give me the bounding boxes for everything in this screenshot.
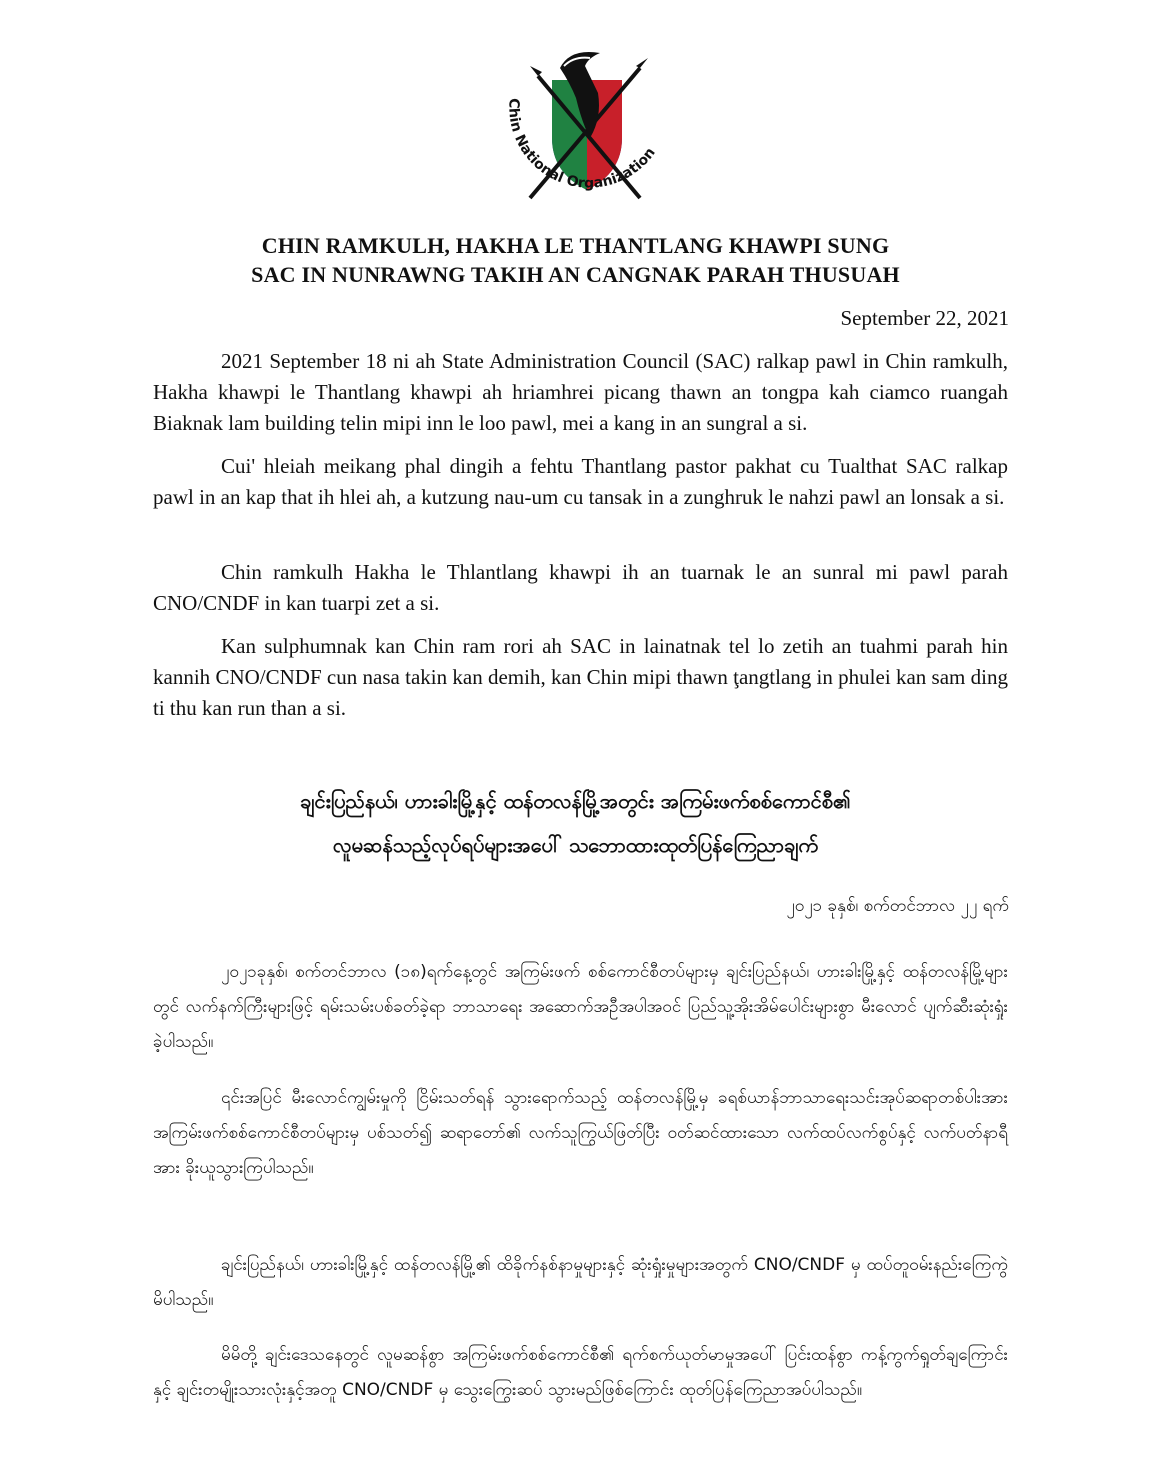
english-paragraph: Kan sulphumnak kan Chin ram rori ah SAC in lainatnak tel lo zetih an tuahmi parah hin kannih CNO/CNDF cun nasa takin kan demih, kan Chin mipi thawn ţangtlang in phulei kan sam ding ti thu kan run than a si.	[153, 634, 1008, 720]
logo-text: Chin National Organization	[505, 97, 659, 192]
burmese-paragraph: ၂၀၂၁ခုနှစ်၊ စက်တင်ဘာလ (၁၈)ရက်နေ့တွင် အကြမ်းဖက် စစ်ကောင်စီတပ်များမှ ချင်းပြည်နယ်၊ ဟားခါးမြို့နှင့် ထန်တလန်မြို့များတွင် လက်နက်ကြီးများဖြင့် ရမ်းသမ်းပစ်ခတ်ခဲ့ရာ ဘာသာရေး အဆောက်အဦအပါအဝင် ပြည်သူ့အိုးအိမ်ပေါင်းများစွာ မီးလောင် ပျက်ဆီးဆုံးရှုံးခဲ့ပါသည်။	[153, 962, 1008, 1052]
cno-logo	[490, 38, 680, 218]
burmese-title-line1: ချင်းပြည်နယ်၊ ဟားခါးမြို့နှင့် ထန်တလန်မြို့အတွင်း အကြမ်းဖက်စစ်ကောင်စီ၏	[300, 789, 851, 813]
burmese-date: ၂၀၂၁ ခုနှစ်၊ စက်တင်ဘာလ ၂၂ ရက်	[786, 896, 1009, 916]
english-title-line1: CHIN RAMKULH, HAKHA LE THANTLANG KHAWPI SUNG	[261, 233, 890, 258]
english-title-line2: SAC IN NUNRAWNG TAKIH AN CANGNAK PARAH THUSUAH	[251, 262, 900, 287]
english-date: September 22, 2021	[840, 306, 1009, 330]
english-paragraph: 2021 September 18 ni ah State Administration Council (SAC) ralkap pawl in Chin ramkulh, Hakha khawpi le Thantlang khawpi ah hriamhrei picang thawn an tongpa kah ciamco ruangah Biaknak lam building telin mipi inn le loo pawl, mei a kang in an sungral a si.	[153, 349, 1008, 435]
burmese-paragraph: ချင်းပြည်နယ်၊ ဟားခါးမြို့နှင့် ထန်တလန်မြို့၏ ထိခိုက်နစ်နာမှုများနှင့် ဆုံးရှုံးမှုများအတွက် CNO/CNDF မှ ထပ်တူဝမ်းနည်းကြေကွဲမိပါသည်။	[153, 1255, 1008, 1310]
cno-emblem-icon	[490, 38, 680, 218]
burmese-paragraph: ၎င်းအပြင် မီးလောင်ကျွမ်းမှုကို ငြိမ်းသတ်ရန် သွားရောက်သည့် ထန်တလန်မြို့မှ ခရစ်ယာန်ဘာသာရေးသင်းအုပ်ဆရာတစ်ပါးအား အကြမ်းဖက်စစ်ကောင်စီတပ်များမှ ပစ်သတ်၍ ဆရာတော်၏ လက်သူကြွယ်ဖြတ်ပြီး ဝတ်ဆင်ထားသော လက်ထပ်လက်စွပ်နှင့် လက်ပတ်နာရီအား ခိုးယူသွားကြပါသည်။	[153, 1088, 1008, 1178]
burmese-paragraph: မိမိတို့ ချင်းဒေသနေတွင် လူမဆန်စွာ အကြမ်းဖက်စစ်ကောင်စီ၏ ရက်စက်ယုတ်မာမှုအပေါ် ပြင်းထန်စွာ ကန့်ကွက်ရှုတ်ချကြောင်းနှင့် ချင်းတမျိုးသားလုံးနှင့်အတူ CNO/CNDF မှ သွေးကြွေးဆပ် သွားမည်ဖြစ်ကြောင်း ထုတ်ပြန်ကြေညာအပ်ပါသည်။	[153, 1345, 1008, 1400]
english-paragraph: Chin ramkulh Hakha le Thlantlang khawpi ih an tuarnak le an sunral mi pawl parah CNO/CNDF in kan tuarpi zet a si.	[153, 560, 1008, 615]
english-paragraph: Cui' hleiah meikang phal dingih a fehtu Thantlang pastor pakhat cu Tualthat SAC ralkap pawl in an kap that ih hlei ah, a kutzung nau-um cu tansak in a zunghruk le nahzi pawl an lonsak a si.	[153, 454, 1008, 509]
burmese-title-line2: လူမဆန်သည့်လုပ်ရပ်များအပေါ် သဘောထားထုတ်ပြန်ကြေညာချက်	[332, 833, 819, 857]
